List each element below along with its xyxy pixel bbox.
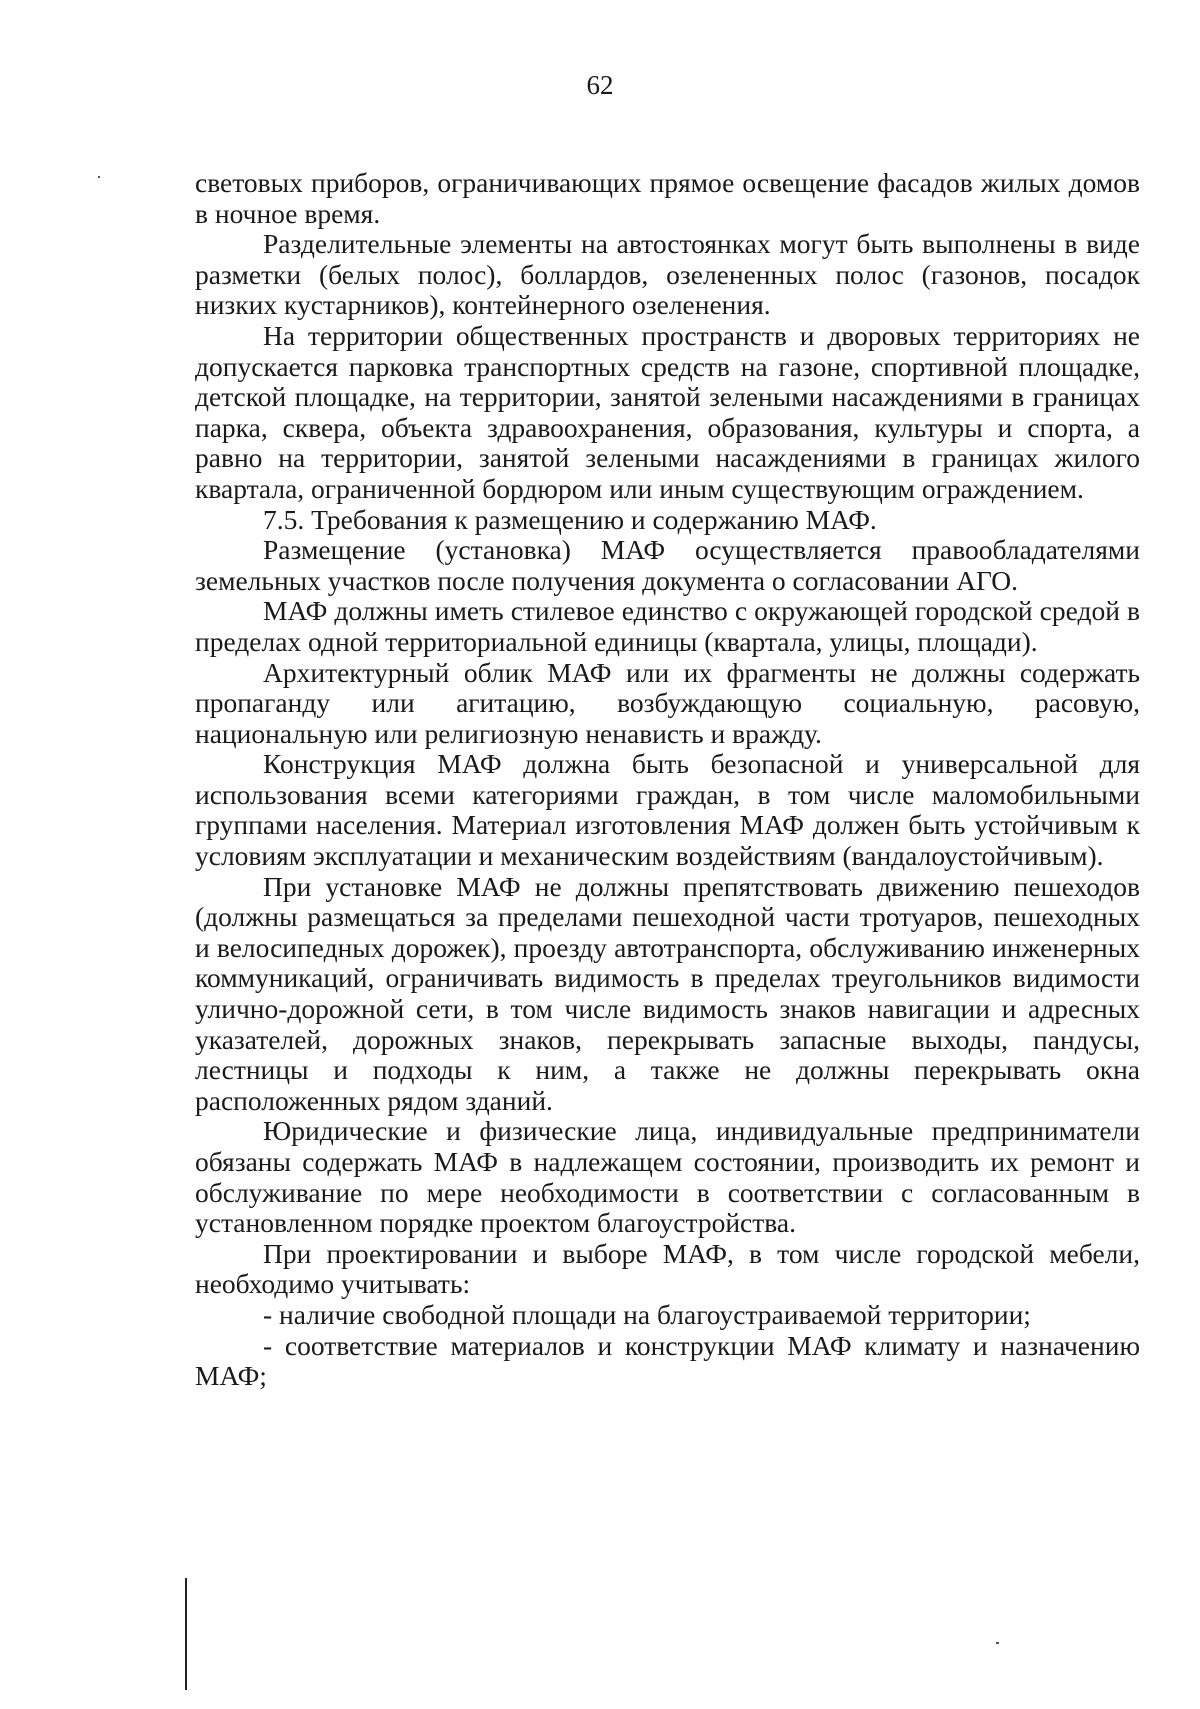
paragraph: На территории общественных пространств и дворовых территориях не допускается парковка транспортных средств на газоне, спортивной площадке, детской площадке, на территории, занятой зелеными насаждениями в границах парка, сквера, объекта здравоохранения, образования, культуры и спорта, а равно на территории, занятой зелеными насаждениями в границах жилого квартала, ограниченной бордюром или иным существующим ограждением.	[195, 319, 1140, 504]
paragraph: При проектировании и выборе МАФ, в том числе городской мебели, необходимо учитывать:	[195, 1237, 1140, 1300]
paragraph: При установке МАФ не должны препятствовать движению пешеходов (должны размещаться за пределами пешеходной части тротуаров, пешеходных и велосипедных дорожек), проезду автотранспорта, обслуживанию инженерных коммуникаций, ограничивать видимость в пределах треугольников видимости улично-дорожной сети, в том числе видимость знаков навигации и адресных указателей, дорожных знаков, перекрывать запасные выходы, пандусы, лестницы и подходы к ним, а также не должны перекрывать окна расположенных рядом зданий.	[195, 870, 1140, 1116]
scan-artifact-line	[185, 1578, 187, 1690]
scan-artifact-dot	[98, 176, 100, 178]
document-body	[195, 168, 1140, 1392]
scan-artifact-dot	[996, 1642, 999, 1644]
paragraph: Юридические и физические лица, индивидуальные предприниматели обязаны содержать МАФ в надлежащем состоянии, производить их ремонт и обслуживание по мере необходимости в соответствии с согласованным в установленном порядке проектом благоустройства.	[195, 1115, 1140, 1239]
paragraph: МАФ должны иметь стилевое единство с окружающей городской средой в пределах одной территориальной единицы (квартала, улицы, площади).	[195, 595, 1140, 657]
page-number: 62	[586, 70, 614, 100]
paragraph-continuation: световых приборов, ограничивающих прямое освещение фасадов жилых домов в ночное время.	[195, 167, 1140, 229]
list-item: - наличие свободной площади на благоустраиваемой территории;	[263, 1298, 1031, 1330]
paragraph: Архитектурный облик МАФ или их фрагменты не должны содержать пропаганду или агитацию, возбуждающую социальную, расовую, национальную или религиозную ненависть и вражду.	[195, 656, 1140, 749]
paragraph: Размещение (установка) МАФ осуществляется правообладателями земельных участков после получения документа о согласовании АГО.	[195, 534, 1140, 596]
paragraph: Конструкция МАФ должна быть безопасной и универсальной для использования всеми категориями граждан, в том числе маломобильными группами населения. Материал изготовления МАФ должен быть устойчивым к условиям эксплуатации и механическим воздействиям (вандалоустойчивым).	[195, 748, 1140, 872]
paragraph: Разделительные элементы на автостоянках могут быть выполнены в виде разметки (белых полос), боллардов, озелененных полос (газонов, посадок низких кустарников), контейнерного озеленения.	[195, 228, 1140, 321]
list-item: - соответствие материалов и конструкции МАФ климату и назначению МАФ;	[195, 1329, 1140, 1392]
section-heading: 7.5. Требования к размещению и содержанию МАФ.	[263, 503, 877, 535]
